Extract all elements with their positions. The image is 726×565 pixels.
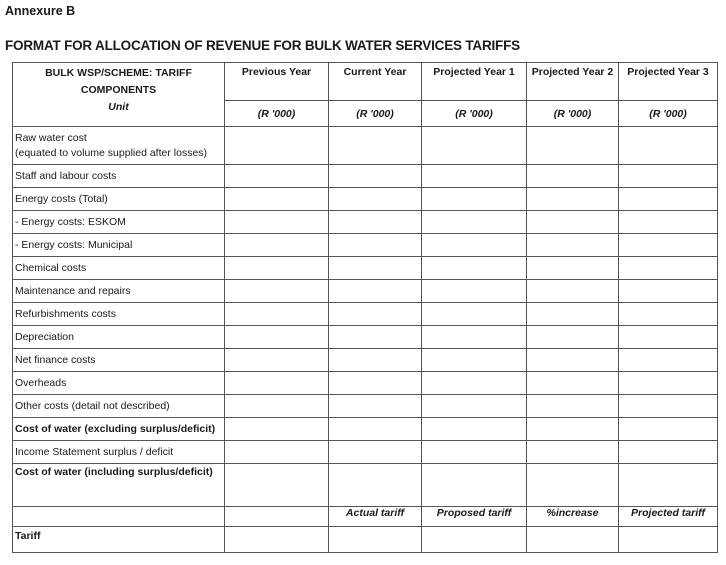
- data-cell[interactable]: [422, 280, 527, 303]
- data-cell[interactable]: [225, 303, 329, 326]
- tariff-header-row: [13, 507, 718, 527]
- data-cell[interactable]: [422, 234, 527, 257]
- data-cell[interactable]: [225, 211, 329, 234]
- col-header-previous-year: Previous Year: [225, 63, 329, 101]
- data-cell[interactable]: [329, 280, 422, 303]
- data-cell[interactable]: [422, 464, 527, 507]
- table-row: [13, 326, 718, 349]
- components-header: [13, 63, 225, 127]
- row-label-other-costs: Other costs (detail not described): [13, 395, 225, 418]
- data-cell[interactable]: [527, 303, 619, 326]
- data-cell[interactable]: [225, 165, 329, 188]
- data-cell[interactable]: [527, 280, 619, 303]
- data-cell[interactable]: [527, 257, 619, 280]
- data-cell[interactable]: [329, 372, 422, 395]
- data-cell[interactable]: [619, 303, 718, 326]
- row-label-raw-water-cost: [13, 127, 225, 165]
- table-row: [13, 188, 718, 211]
- data-cell[interactable]: [329, 188, 422, 211]
- table-row: [13, 257, 718, 280]
- data-cell[interactable]: [329, 349, 422, 372]
- raw-water-line2: (equated to volume supplied after losses): [15, 146, 208, 159]
- data-cell[interactable]: [422, 441, 527, 464]
- data-cell[interactable]: [619, 441, 718, 464]
- data-cell[interactable]: [329, 234, 422, 257]
- document-title: FORMAT FOR ALLOCATION OF REVENUE FOR BULK WATER SERVICES TARIFFS: [5, 38, 520, 53]
- data-cell[interactable]: [329, 257, 422, 280]
- data-cell[interactable]: [225, 257, 329, 280]
- data-cell[interactable]: [329, 326, 422, 349]
- data-cell[interactable]: [329, 464, 422, 507]
- data-cell[interactable]: [527, 349, 619, 372]
- col-header-projected-year-1: Projected Year 1: [422, 63, 527, 101]
- data-cell[interactable]: [329, 127, 422, 165]
- unit-cell-previous-year: (R '000): [225, 101, 329, 127]
- data-cell[interactable]: [422, 372, 527, 395]
- unit-cell-projected-year-3: (R '000): [619, 101, 718, 127]
- table-row: [13, 395, 718, 418]
- row-label-income-statement: Income Statement surplus / deficit: [13, 441, 225, 464]
- tariff-header-blank: [13, 507, 225, 527]
- data-cell[interactable]: [329, 303, 422, 326]
- data-cell[interactable]: [527, 464, 619, 507]
- data-cell[interactable]: [619, 127, 718, 165]
- data-cell[interactable]: [527, 418, 619, 441]
- data-cell[interactable]: [422, 326, 527, 349]
- col-header-current-year: Current Year: [329, 63, 422, 101]
- actual-tariff-header: Actual tariff: [329, 507, 422, 527]
- data-cell[interactable]: [422, 165, 527, 188]
- table-row: [13, 349, 718, 372]
- table-row: [13, 165, 718, 188]
- table-row: [13, 303, 718, 326]
- data-cell[interactable]: [527, 527, 619, 553]
- table-row: [13, 234, 718, 257]
- data-cell[interactable]: [527, 326, 619, 349]
- row-label-refurbishments: Refurbishments costs: [13, 303, 225, 326]
- row-label-overheads: Overheads: [13, 372, 225, 395]
- data-cell[interactable]: [527, 372, 619, 395]
- row-label-cost-excluding-surplus: Cost of water (excluding surplus/deficit): [13, 418, 225, 441]
- data-cell[interactable]: [422, 349, 527, 372]
- col-header-projected-year-3: Projected Year 3: [619, 63, 718, 101]
- data-cell[interactable]: [329, 395, 422, 418]
- data-cell[interactable]: [225, 372, 329, 395]
- row-label-tariff: Tariff: [13, 527, 225, 553]
- row-label-energy-total: Energy costs (Total): [13, 188, 225, 211]
- projected-tariff-header: Projected tariff: [619, 507, 718, 527]
- data-cell[interactable]: [619, 464, 718, 507]
- data-cell[interactable]: [422, 211, 527, 234]
- data-cell[interactable]: [422, 395, 527, 418]
- data-cell[interactable]: [225, 280, 329, 303]
- raw-water-line1: Raw water cost: [15, 131, 87, 144]
- data-cell[interactable]: [225, 349, 329, 372]
- data-cell[interactable]: [619, 326, 718, 349]
- data-cell[interactable]: [225, 441, 329, 464]
- tariff-allocation-table: [12, 62, 718, 553]
- data-cell[interactable]: [329, 527, 422, 553]
- data-cell[interactable]: [619, 372, 718, 395]
- annexure-label: Annexure B: [5, 4, 76, 18]
- row-label-depreciation: Depreciation: [13, 326, 225, 349]
- data-cell[interactable]: [619, 280, 718, 303]
- data-cell[interactable]: [329, 211, 422, 234]
- data-cell[interactable]: [619, 418, 718, 441]
- data-cell[interactable]: [329, 441, 422, 464]
- data-cell[interactable]: [225, 188, 329, 211]
- data-cell[interactable]: [329, 418, 422, 441]
- unit-cell-projected-year-2: (R '000): [527, 101, 619, 127]
- col-header-projected-year-2: Projected Year 2: [527, 63, 619, 101]
- data-cell[interactable]: [225, 395, 329, 418]
- row-label-net-finance: Net finance costs: [13, 349, 225, 372]
- data-cell[interactable]: [619, 188, 718, 211]
- data-cell[interactable]: [225, 527, 329, 553]
- components-header-line1: BULK WSP/SCHEME: TARIFF: [45, 67, 192, 79]
- table-row: [13, 372, 718, 395]
- tariff-row: [13, 527, 718, 553]
- data-cell[interactable]: [225, 418, 329, 441]
- row-label-cost-including-surplus: Cost of water (including surplus/deficit): [13, 464, 225, 507]
- data-cell[interactable]: [225, 464, 329, 507]
- data-cell[interactable]: [527, 165, 619, 188]
- table-row: [13, 211, 718, 234]
- row-label-maintenance: Maintenance and repairs: [13, 280, 225, 303]
- row-label-staff-labour: Staff and labour costs: [13, 165, 225, 188]
- data-cell[interactable]: [527, 441, 619, 464]
- data-cell[interactable]: [619, 234, 718, 257]
- data-cell[interactable]: [527, 188, 619, 211]
- data-cell[interactable]: [225, 326, 329, 349]
- row-label-chemical: Chemical costs: [13, 257, 225, 280]
- tariff-header-blank: [225, 507, 329, 527]
- table-row: [13, 464, 718, 507]
- data-cell[interactable]: [422, 303, 527, 326]
- unit-cell-current-year: (R '000): [329, 101, 422, 127]
- data-cell[interactable]: [619, 349, 718, 372]
- data-cell[interactable]: [619, 527, 718, 553]
- data-cell[interactable]: [422, 418, 527, 441]
- data-cell[interactable]: [422, 127, 527, 165]
- table-row: [13, 280, 718, 303]
- row-label-energy-eskom: - Energy costs: ESKOM: [13, 211, 225, 234]
- unit-header: Unit: [108, 101, 129, 113]
- data-cell[interactable]: [225, 234, 329, 257]
- row-label-energy-municipal: - Energy costs: Municipal: [13, 234, 225, 257]
- data-cell[interactable]: [619, 165, 718, 188]
- header-row: [13, 63, 718, 101]
- data-cell[interactable]: [619, 211, 718, 234]
- data-cell[interactable]: [527, 234, 619, 257]
- data-cell[interactable]: [422, 527, 527, 553]
- data-cell[interactable]: [619, 257, 718, 280]
- data-cell[interactable]: [527, 211, 619, 234]
- table-row: [13, 441, 718, 464]
- data-cell[interactable]: [225, 127, 329, 165]
- table-row: [13, 418, 718, 441]
- data-cell[interactable]: [422, 188, 527, 211]
- unit-cell-projected-year-1: (R '000): [422, 101, 527, 127]
- data-cell[interactable]: [527, 395, 619, 418]
- proposed-tariff-header: Proposed tariff: [422, 507, 527, 527]
- data-cell[interactable]: [527, 127, 619, 165]
- components-header-line2: COMPONENTS: [80, 84, 157, 96]
- increase-header: %increase: [527, 507, 619, 527]
- data-cell[interactable]: [619, 395, 718, 418]
- data-cell[interactable]: [329, 165, 422, 188]
- data-cell[interactable]: [422, 257, 527, 280]
- table-row: [13, 127, 718, 165]
